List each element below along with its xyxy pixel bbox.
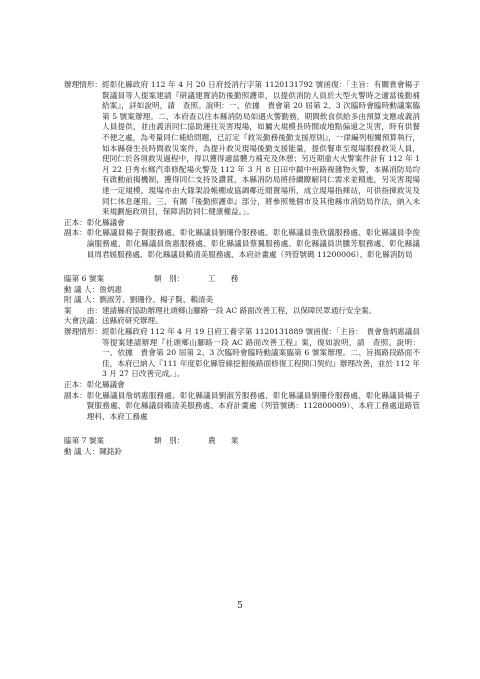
reason-label: 案 由： <box>64 305 102 315</box>
case-6-decision <box>64 316 420 327</box>
case-6-reply-label: 辦理情形： <box>64 327 102 337</box>
page-content <box>64 80 420 458</box>
case-7-header <box>64 436 420 447</box>
case-6-copy-text: 彰化縣議員詹炳惠服務處、彰化縣議員劉淑芳服務處、彰化縣議員劉珊伶服務處、彰化縣議員楊子賢服務處、彰化縣議員賴清美服務處、本府計畫處（列管號碼：112800009）、本府工務處道路管理科、本府工務處 <box>86 390 420 421</box>
case-7-proposer-label: 動 議 人： <box>64 447 100 456</box>
case-6-main-text: 彰化縣議會 <box>86 380 125 390</box>
case-6-copy-recipients <box>64 391 420 423</box>
case-7-category-label: 類 別： <box>154 436 185 446</box>
seconder-label: 附 議 人： <box>64 295 100 305</box>
case-7-category: 農 業 <box>208 436 239 446</box>
case-6-main-recipient <box>64 380 420 391</box>
case-6-proposer <box>64 285 420 296</box>
main-recipient-label: 正本： <box>64 217 87 227</box>
case-7-proposer-name: 陳銘鈴 <box>99 447 122 456</box>
case-6-number: 臨第 6 號案 <box>64 274 105 284</box>
case-6-category-label: 類 別： <box>154 274 185 284</box>
case-7-proposer <box>64 447 420 458</box>
copy-recipients <box>64 228 420 260</box>
case-6-reason <box>64 306 420 317</box>
case-6-copy-label: 副本： <box>64 390 87 400</box>
main-recipient <box>64 218 420 229</box>
copy-recipients-label: 副本： <box>64 228 87 238</box>
case-6-seconder <box>64 295 420 306</box>
case-6-reply-text: 經彰化縣政府 112 年 4 月 19 日府工養字第 1120131889 號函復：「主旨： 貴會詹炳惠議員等提案建請辦理『社頭鄉山腳路一段 AC 路面改善工程』案，復如說明，請 查照。說明：一、依據 貴會第 20 屆第 2、3 次臨時會臨時動議案臨第 6 號案辦理。二、旨揭路段路面不佳，本府已納入『111 年度彰化縣管線挖掘後路面修復工程開口契約』辦理改善，並於 112 年 3 月 27 日改善完成。」。 <box>101 327 420 379</box>
copy-recipients-text: 彰化縣議員楊子賢服務處、彰化縣議員劉珊伶服務處、彰化縣議員張欣儀服務處、彰化縣議員李俊論服務處、彰化縣議員詹惠服務處、彰化縣議員蔡翼服務處、彰化縣議員洪騰芳服務處、彰化縣議員周君媛服務處、彰化縣議員賴清美服務處、本府計畫處（列管號碼 11200006）、彰化縣消防局 <box>86 228 420 259</box>
decision-label: 大會決議： <box>64 316 102 326</box>
reply-label: 辦理情形： <box>64 80 102 89</box>
proposer-label: 動 議 人： <box>64 284 100 294</box>
proposer-name: 詹炳惠 <box>99 284 122 294</box>
page-number: 5 <box>237 601 243 611</box>
case-6-category: 工 務 <box>208 274 239 284</box>
case-6-main-label: 正本： <box>64 380 87 390</box>
main-recipient-text: 彰化縣議會 <box>86 217 125 227</box>
reason-text: 建請縣府協助辦理社頭鄉山腳路一段 AC 路面改善工程，以保障民眾通行安全案。 <box>101 305 377 315</box>
seconder-names: 劉淑芳、劉珊伶、楊子賢、賴清美 <box>99 295 214 305</box>
reply-section <box>64 80 420 218</box>
decision-text: 送縣府研究辦理。 <box>101 316 163 326</box>
reply-text: 經彰化縣政府 112 年 4 月 20 日府授消行字第 1120131792 號函復：「主旨：有關貴會楊子賢議員等人提案建請『研議建置消防後勤照護車，以提供消防人員於大型火警時之適當後勤補給案』，詳如說明，請 查照。說明：一、依據 貴會第 20 屆第 2、3 次臨時會臨時動議案臨第 5 號案辦理。二、本府查以往本縣消防局如遇火警勤務，期間飲食供給多由預算支應或義消人員提供，並由義消同仁協助運往災害現場，如屬大規模長時間或地點偏遠之災害，時有供餐不便之處，為考量同仁補給問題，已訂定『救災勤務後勤支援原則』，一律編列相關預算執行，如本縣發生長時間救災案件，為提升救災現場後勤支援能量，提供餐車至現場服務救災人員，使同仁於各項救災過程中，得以獲得適當體力補充及休憩；另近期重大火警案件計有 112 年 1 月 22 日秀水鄉汽車修配場火警及 112 年 3 月 8 日田中鎮中州路複雜物火警，本縣消防局均有啟動前揭機制，獲得同仁支持及讚賞，本縣消防局將持續瞭解同仁需求並精進，另災害現場達一定規模，現場亦由大隊架設帳棚或協調鄰近閒置場所，成立現場指揮站，可供指揮救災及同仁休息運用。三、有關『後勤照護車』部分，將參照幾個市及其他縣市消防局作法，納入未來規劃施政項目，保障消防同仁健康權益。」。 <box>101 80 420 217</box>
case-7-number: 臨第 7 號案 <box>64 436 105 446</box>
case-6-header <box>64 274 420 285</box>
case-6-reply <box>64 327 420 380</box>
